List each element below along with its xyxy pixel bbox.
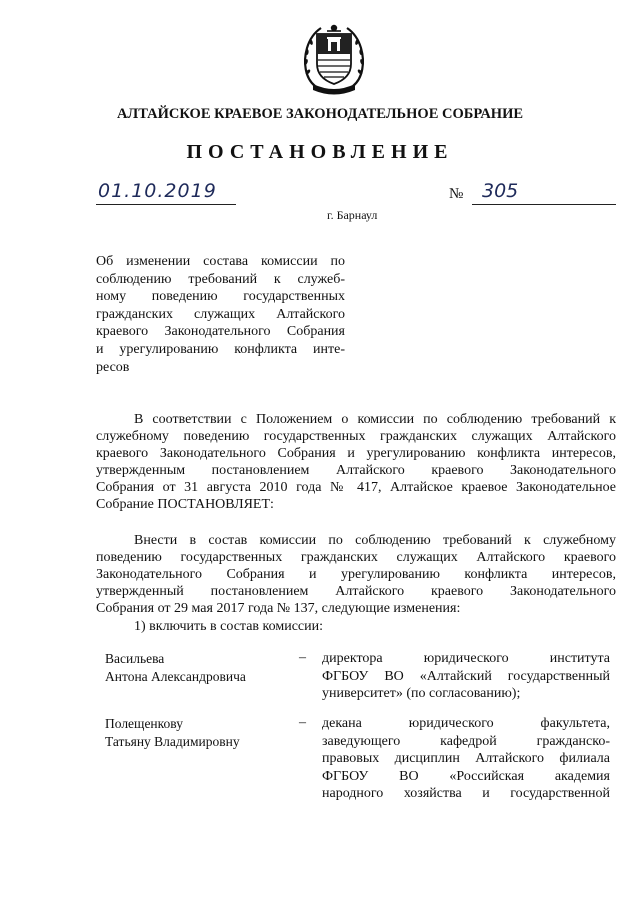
item-1-heading: 1) включить в состав комиссии: — [134, 619, 323, 634]
number-field — [472, 180, 616, 206]
decision-line: Законодательного Собрания и урегулированию конфликта интересов, — [96, 567, 616, 582]
subject-line: и урегулированию конфликта инте- — [96, 341, 345, 357]
member-given-names: Татьяну Владимировну — [105, 733, 240, 749]
member-name — [105, 650, 246, 685]
document-type-title: ПОСТАНОВЛЕНИЕ — [186, 141, 454, 163]
city-label: г. Барнаул — [327, 208, 378, 222]
position-line: ФГБОУ ВО «Российская академия — [322, 768, 610, 784]
decision-line: Внести в состав комиссии по соблюдению требований к служебному — [134, 533, 616, 548]
position-line: правовых дисциплин Алтайского филиала — [322, 751, 610, 766]
preamble-paragraph — [96, 411, 616, 513]
document-date: 01.10.2019 — [98, 180, 217, 202]
date-underline — [96, 204, 236, 205]
preamble-line: Собрания от 31 августа 2010 года № 417, Алтайское краевое Законодательное — [96, 480, 616, 495]
preamble-line: Собрание ПОСТАНОВЛЯЕТ: — [96, 497, 274, 512]
position-line: университет» (по согласованию); — [322, 686, 521, 701]
preamble-line: В соответствии с Положением о комиссии по соблюдению требований к — [134, 412, 616, 427]
preamble-line: утвержденным постановлением Алтайского краевого Законодательного — [96, 463, 616, 478]
member-name — [105, 715, 240, 750]
document-number: 305 — [482, 180, 519, 202]
subject-line: гражданских служащих Алтайского — [96, 306, 345, 322]
position-line: народного хозяйства и государственной — [322, 786, 610, 801]
subject-line: краевого Законодательного Собрания — [96, 324, 345, 340]
subject-line: ному поведению государственных — [96, 289, 345, 305]
organization-name: АЛТАЙСКОЕ КРАЕВОЕ ЗАКОНОДАТЕЛЬНОЕ СОБРАНИЕ — [116, 106, 524, 122]
subject-block — [96, 253, 345, 376]
member-dash: – — [299, 650, 306, 665]
position-line: ФГБОУ ВО «Алтайский государственный — [322, 668, 610, 684]
subject-line: соблюдению требований к служеб- — [96, 271, 345, 287]
member-given-names: Антона Александровича — [105, 668, 246, 684]
coat-of-arms-emblem — [301, 20, 367, 96]
member-dash: – — [299, 715, 306, 730]
position-line: директора юридического института — [322, 651, 610, 666]
preamble-line: краевого Законодательного Собрания и урегулированию конфликта интересов, — [96, 446, 616, 461]
preamble-line: служебному поведению государственных гражданских служащих Алтайского — [96, 429, 616, 444]
subject-line: ресов — [96, 359, 130, 375]
decision-line: поведению государственных гражданских служащих Алтайского краевого — [96, 550, 616, 565]
member-position — [322, 650, 610, 703]
decision-line: утвержденный постановлением Алтайского краевого Законодательного — [96, 584, 616, 599]
number-label: № — [449, 186, 464, 202]
decision-line: Собрания от 29 мая 2017 года № 137, следующие изменения: — [96, 601, 461, 616]
position-line: заведующего кафедрой гражданско- — [322, 733, 610, 749]
position-line: декана юридического факультета, — [322, 716, 610, 731]
member-position — [322, 715, 610, 803]
member-surname: Полещенкову — [105, 716, 183, 731]
date-field — [96, 180, 236, 206]
subject-line: Об изменении состава комиссии по — [96, 254, 345, 269]
decision-paragraph — [96, 532, 616, 617]
member-surname: Васильева — [105, 651, 165, 666]
number-underline — [472, 204, 616, 205]
